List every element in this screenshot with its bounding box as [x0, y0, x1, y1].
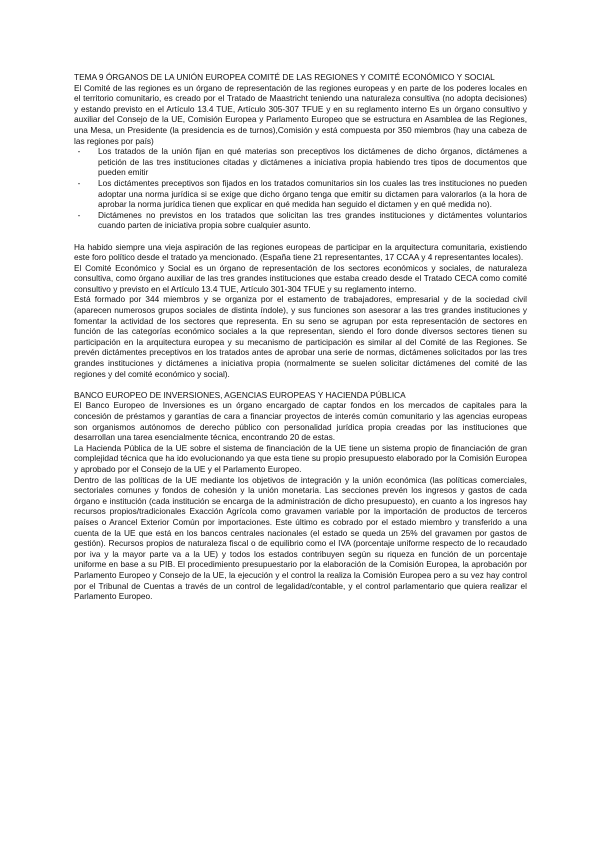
- paragraph: El Banco Europeo de Inversiones es un órgano encargado de captar fondos en los mercados de capitales para la concesión de préstamos y garantías de cara a financiar proyectos de interés común comunitario y las agencias europeas son organismos autónomos de derecho público con personalidad jurídica propia creadas por las instituciones que desarrollan una tarea esencialmente técnica, encontrando 20 de estas.: [74, 400, 527, 443]
- dash-bullet-icon: -: [77, 146, 81, 157]
- paragraph: El Comité Económico y Social es un órgano de representación de los sectores económicos y sociales, de naturaleza consultiva, como órgano auxiliar de las tres grandes instituciones que estaba creado desde el Tratado CECA como comité consultivo y previsto en el Artículo 13.4 TUE, Artículo 301-304 TFUE y su reglamento interno.: [74, 262, 527, 294]
- list-item-text: Dictámenes no previstos en los tratados que solicitan las tres grandes instituciones y dictámentes voluntarios cuando parten de iniciativa propia sobre cualquier asunto.: [98, 209, 527, 231]
- spacer: [74, 231, 527, 242]
- paragraph: Dentro de las políticas de la UE mediante los objetivos de integración y la unión económica (las políticas comerciales, sectoriales comunes y fondos de cohesión y la unión monetaria. Las secciones prevén los ingresos y gastos de cada órgano e institución (cada institución se encarga de la administración de dicho presupuesto), en cuanto a los ingresos hay recursos propios/tradicionales Exacción Agrícola como gravamen variable por la importación de productos de terceros países o Arancel Exterior Común por importaciones. Este último es cobrado por el estado miembro y transferido a una cuenta de la UE que está en los bancos centrales nacionales (el estado se queda un 25% del gravamen por gastos de gestión). Recursos propios de naturaleza fiscal o de equilibrio como el IVA (porcentaje uniforme respecto de lo recaudado por iva y la mayor parte va a la UE) y todos los estados contribuyen según su riqueza en función de un porcentaje uniforme en base a su PIB. El procedimiento presupuestario por la elaboración de la Comisión Europea, la aprobación por Parlamento Europeo y Consejo de la UE, la ejecución y el control la realiza la Comisión Europea pero a su vez hay control por el Tribunal de Cuentas a través de un control de legalidad/contable, y el control parlamentario que quiera realizar el Parlamento Europeo.: [74, 474, 527, 602]
- list-item-text: Los dictámentes preceptivos son fijados en los tratados comunitarios sin los cuales las tres instituciones no pueden adoptar una norma jurídica si se exige que dicho órgano tenga que emitir su dictamen para valorarlos (a la hora de aprobar la norma jurídica tienen que explicar en qué medida han seguido el dictamen y en qué medida no).: [98, 177, 527, 210]
- list-item: [77, 146, 527, 178]
- document-page: [74, 72, 527, 602]
- section1-intro: El Comité de las regiones es un órgano de representación de las regiones europeas y en parte de los poderes locales en el territorio comunitario, es creado por el Tratado de Maastricht teniendo una naturaleza consultiva (no adopta decisiones) y estando previsto en el Artículo 13.4 TUE, Artículo 305-307 TFUE y en su reglamento interno Es un órgano consultivo y auxiliar del Consejo de la UE, Comisión Europea y Parlamento Europeo que se estructura en Asamblea de las Regiones, una Mesa, un Presidente (la presidencia es de turnos),Comisión y está compuesta por 350 miembros (hay una cabeza de las regiones por país): [74, 82, 527, 146]
- paragraph: La Hacienda Pública de la UE sobre el sistema de financiación de la UE tiene un sistema propio de financiación de gran complejidad técnica que ha ido evolucionando ya que esta tiene su propio presupuesto elaborado por la Comisión Europea y aprobado por el Consejo de la UE y el Parlamento Europeo.: [74, 442, 527, 474]
- spacer: [74, 379, 527, 390]
- section1-title: TEMA 9 ÓRGANOS DE LA UNIÓN EUROPEA COMITÉ DE LAS REGIONES Y COMITÉ ECONÓMICO Y SOCIAL: [74, 72, 495, 82]
- dash-bullet-icon: -: [77, 177, 81, 188]
- section2-title: BANCO EUROPEO DE INVERSIONES, AGENCIAS EUROPEAS Y HACIENDA PÚBLICA: [74, 389, 406, 400]
- list-item: [77, 209, 527, 231]
- list-item-text: Los tratados de la unión fijan en qué materias son preceptivos los dictámenes de dicho órganos, dictámenes a petición de las tres instituciones citadas y dictámenes a iniciativa propia habiendo tres tipos de documentos que pueden emitir: [98, 146, 527, 178]
- dash-bullet-icon: -: [77, 209, 81, 220]
- paragraph: Ha habido siempre una vieja aspiración de las regiones europeas de participar en la arquitectura comunitaria, existiendo este foro político desde el tratado ya mencionado. (España tiene 21 representantes, 17 CCAA y 4 representantes locales).: [74, 241, 527, 263]
- list-item: [77, 177, 527, 210]
- paragraph: Está formado por 344 miembros y se organiza por el estamento de trabajadores, empresarial y de la sociedad civil (aparecen numerosos grupos sociales de distinta índole), y sus funciones son asesorar a las tres grandes instituciones y fomentar la actividad de los sectores que representa. En su seno se agrupan por esta representación de sectores en función de las categorías económico sociales a la que representan, siendo el foro donde diversos sectores tienen su participación en la arquitectura europea y su mecanismo de participación es similar al del Comité de las Regiones. Se prevén dictámentes preceptivos en los tratados antes de aprobar una serie de normas, dictámenes solicitados por las tres grandes instituciones y dictámenes a iniciativa propia (normalmente se suelen solicitar dictámenes del comité de las regiones y del comité económico y social).: [74, 294, 527, 379]
- section1-bullet-list: [74, 146, 527, 231]
